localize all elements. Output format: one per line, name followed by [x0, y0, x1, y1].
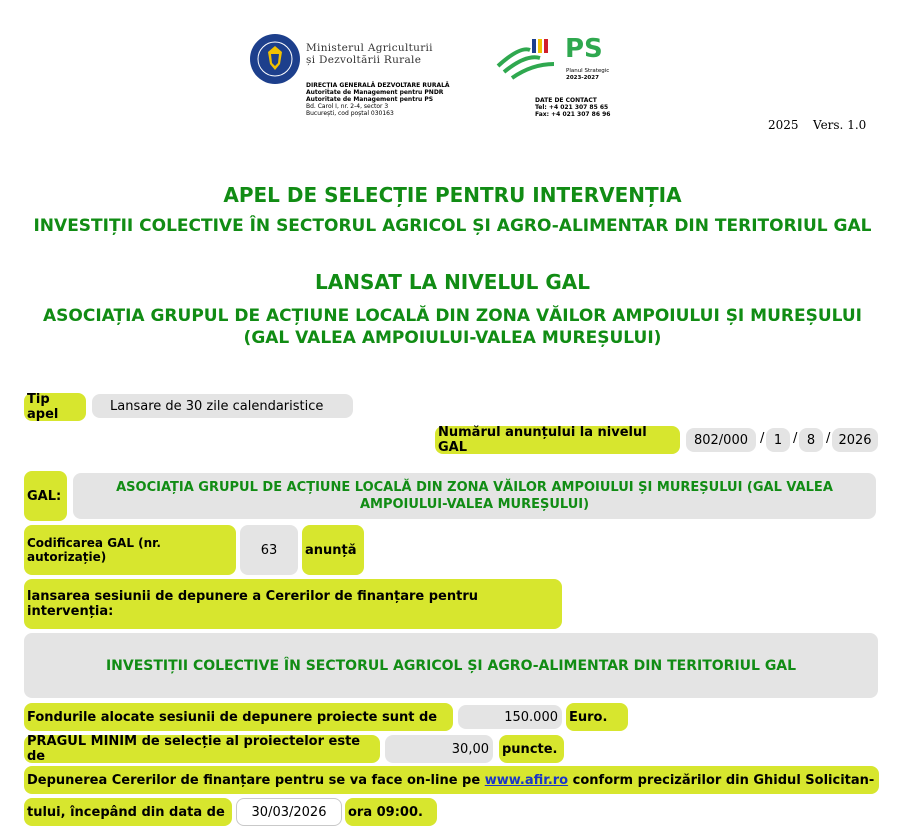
document-year: 2025: [768, 118, 799, 132]
department-info: [306, 82, 450, 117]
contact-tel: Tel: +4 021 307 85 65: [535, 104, 609, 111]
document-version: Vers. 1.0: [813, 118, 867, 132]
title-line3: LANSAT LA NIVELUL GAL: [314, 270, 591, 294]
ps-line: Planul Strategic: [566, 68, 610, 74]
title-line1: APEL DE SELECȚIE PENTRU INTERVENȚIA: [223, 183, 682, 207]
numar-separator: /: [826, 431, 831, 446]
ps-logo-text: PS: [565, 34, 603, 64]
depunerea-label: [24, 766, 879, 794]
tului-label: tului, începând din data de: [24, 798, 232, 826]
ora-label: ora 09:00.: [345, 798, 437, 826]
dept-line: Autoritate de Management pentru PNDR: [306, 89, 444, 96]
fonduri-field[interactable]: 150.000: [458, 705, 562, 729]
ministry-name-line2: și Dezvoltării Rurale: [306, 54, 422, 66]
codificare-label: Codificarea GAL (nr. autorizație): [24, 525, 236, 575]
numar-anunt-label: Numărul anunțului la nivelul GAL: [435, 426, 680, 454]
ps-subtitle: [566, 68, 609, 82]
title-line4: ASOCIAȚIA GRUPUL DE ACȚIUNE LOCALĂ DIN ZONA VĂILOR AMPOIULUI ȘI MUREȘULUI (GAL VALEA AMPOIULUI-VALEA MUREȘULUI): [42, 306, 863, 348]
ps-line: 2023-2027: [566, 75, 599, 81]
tip-apel-field[interactable]: Lansare de 30 zile calendaristice: [92, 394, 353, 418]
numar-anunt-part1[interactable]: 802/000: [686, 428, 756, 452]
title-line2: INVESTIȚII COLECTIVE ÎN SECTORUL AGRICOL ȘI AGRO-ALIMENTAR DIN TERITORIUL GAL: [33, 216, 872, 236]
data-field[interactable]: 30/03/2026: [236, 798, 342, 826]
ministry-name-line1: Ministerul Agriculturii: [306, 42, 433, 54]
dept-line: Bd. Carol I, nr. 2-4, sector 3: [306, 103, 389, 110]
prag-field[interactable]: 30,00: [385, 735, 493, 763]
contact-fax: Fax: +4 021 307 86 96: [535, 111, 611, 118]
numar-anunt-part4[interactable]: 2026: [832, 428, 878, 452]
contact-info: [535, 97, 610, 118]
afir-link[interactable]: www.afir.ro: [484, 772, 569, 788]
fonduri-label: Fondurile alocate sesiunii de depunere proiecte sunt de: [24, 703, 453, 731]
gal-label: GAL:: [24, 471, 67, 521]
depunerea-text-post: conform precizărilor din Ghidul Solicitan-: [572, 772, 875, 788]
numar-separator: /: [760, 431, 765, 446]
lansarea-label: lansarea sesiunii de depunere a Cererilor de finanțare pentru intervenția:: [24, 579, 562, 629]
ps-logo-icon: [496, 36, 560, 82]
interventie-field[interactable]: INVESTIȚII COLECTIVE ÎN SECTORUL AGRICOL ȘI AGRO-ALIMENTAR DIN TERITORIUL GAL: [24, 633, 878, 698]
contact-title: DATE DE CONTACT: [535, 97, 597, 104]
gal-name-field[interactable]: ASOCIAȚIA GRUPUL DE ACȚIUNE LOCALĂ DIN ZONA VĂILOR AMPOIULUI ȘI MUREȘULUI (GAL VALEA AMPOIULUI-VALEA MUREȘULUI): [73, 473, 876, 519]
depunerea-text: Depunerea Cererilor de finanțare pentru se va face on-line pe: [27, 772, 481, 788]
dept-line: Autoritate de Management pentru PS: [306, 96, 434, 103]
numar-separator: /: [793, 431, 798, 446]
anunta-label: anunță: [302, 525, 364, 575]
codificare-field[interactable]: 63: [240, 525, 298, 575]
dept-line: DIRECȚIA GENERALĂ DEZVOLTARE RURALĂ: [306, 82, 450, 89]
dept-line: București, cod poștal 030163: [306, 110, 394, 117]
prag-label: PRAGUL MINIM de selecție al proiectelor este de: [24, 735, 380, 763]
numar-anunt-part3[interactable]: 8: [799, 428, 823, 452]
ministry-seal-icon: [249, 33, 301, 85]
ministry-name: [306, 42, 433, 66]
prag-unit: puncte.: [499, 735, 564, 763]
fonduri-unit: Euro.: [566, 703, 628, 731]
tip-apel-label: Tip apel: [24, 393, 86, 421]
numar-anunt-part2[interactable]: 1: [766, 428, 790, 452]
